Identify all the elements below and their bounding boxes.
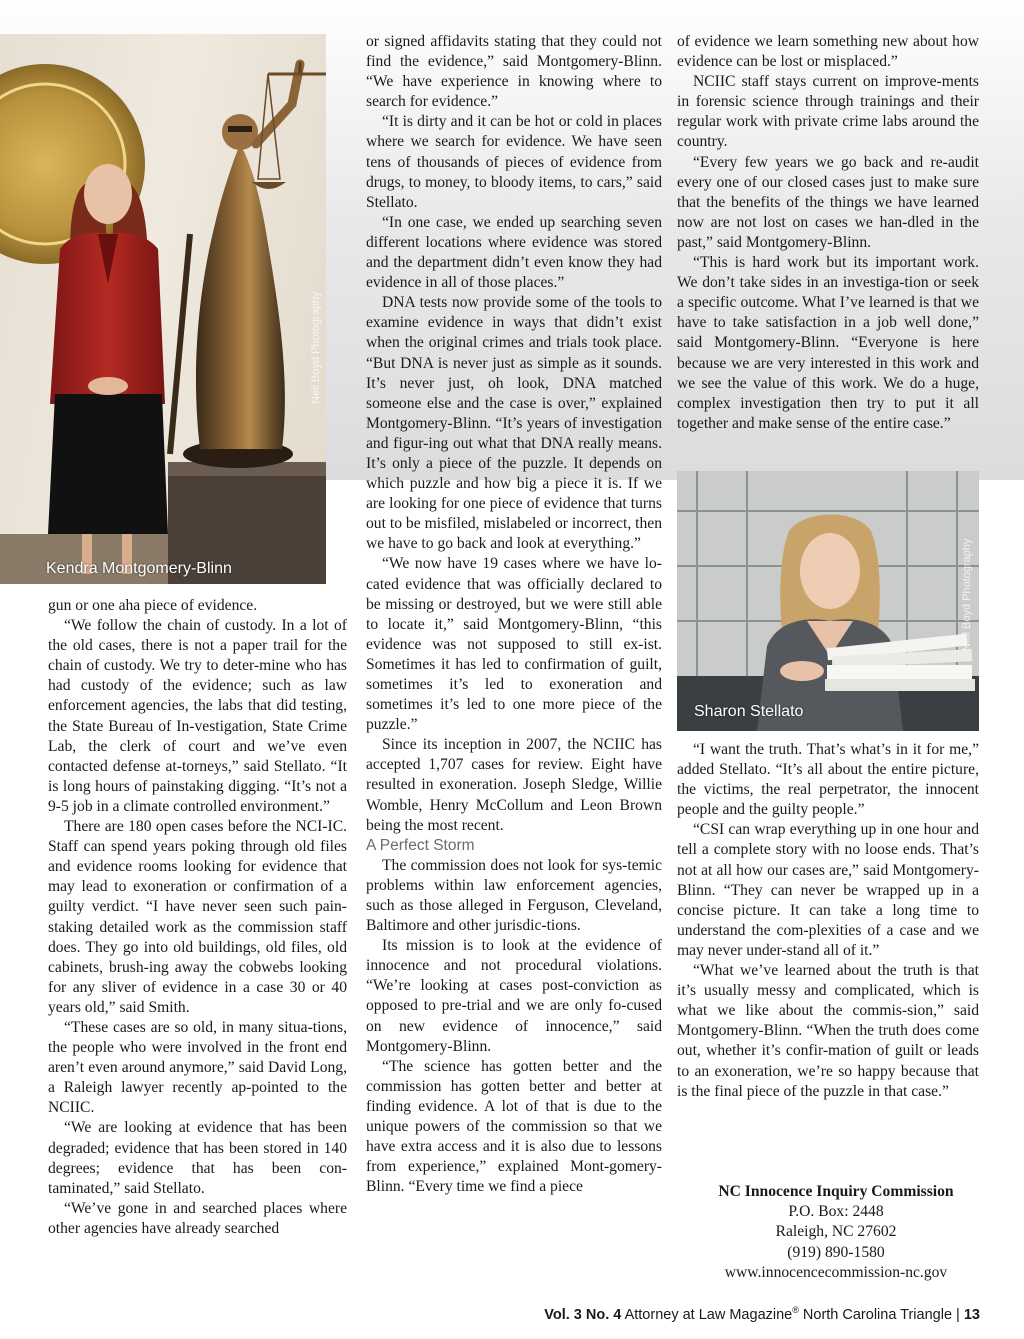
article-paragraph: “It is dirty and it can be hot or cold in places where we search for evidence. We have seen tens of thousands of pieces of evidence from drugs, to money, to bloody items, to cars,” said Stellato. <box>366 113 662 211</box>
article-paragraph: “In one case, we ended up searching seven different locations where evidence was stored and the department didn’t even know they had evidence in all of those places.” <box>366 213 662 292</box>
article-paragraph: “We’ve gone in and searched places where other agencies have already searched <box>48 1199 347 1237</box>
article-paragraph: “What we’ve learned about the truth is that it’s usually messy and complicated, which is what we like about the commis-sion,” said Montgomery-Blinn. “When the truth does come out, whether it’s confir-mation of guilt or leads to an exoneration, we’re so happy because that is the final piece of the puzzle in that case.” <box>677 962 979 1100</box>
article-paragraph: NCIIC staff stays current on improve-ments in forensic science through trainings and their regular work with private crime labs around the country. <box>677 73 979 151</box>
city-state-zip: Raleigh, NC 27602 <box>775 1223 897 1241</box>
organization-name: NC Innocence Inquiry Commission <box>718 1183 954 1200</box>
article-column-3-top <box>677 32 979 434</box>
photo-illustration <box>0 34 326 584</box>
page-number: 13 <box>963 1306 980 1323</box>
photo-illustration <box>677 471 979 731</box>
photo-credit-right: Neil Boyd Photography <box>961 538 973 651</box>
article-column-1 <box>48 596 347 1239</box>
page-footer <box>544 1305 980 1323</box>
volume-issue: Vol. 3 No. 4 <box>544 1306 622 1323</box>
article-column-3-bottom <box>677 740 979 1102</box>
article-paragraph: gun or one aha piece of evidence. <box>48 597 258 614</box>
photo-caption-left: Kendra Montgomery-Blinn <box>46 560 232 577</box>
photo-credit-left: Neil Boyd Photography <box>310 291 322 404</box>
section-heading: A Perfect Storm <box>366 836 475 854</box>
article-paragraph: or signed affidavits stating that they could not find the evidence,” said Montgomery-Blinn. “We have experience in knowing where to search for evidence.” <box>366 33 662 111</box>
po-box: P.O. Box: 2448 <box>788 1203 884 1221</box>
article-paragraph: Its mission is to look at the evidence of innocence and not procedural violations. “We’re looking at cases post-conviction as opposed to pre-trial and we are only fo-cused on new evidence of innocence,” said Montgomery-Blinn. <box>366 937 662 1055</box>
photo-caption-right: Sharon Stellato <box>694 703 804 720</box>
article-paragraph: “These cases are so old, in many situa-tions, the people who were involved in the front end aren’t even around anymore,” said David Long, a Raleigh lawyer recently ap-pointed to the NCIIC. <box>48 1018 347 1117</box>
registered-mark: ® <box>792 1305 799 1315</box>
article-paragraph: There are 180 open cases before the NCI-IC. Staff can spend years poking through old files and evidence rooms looking for evidence that may lead to exoneration or confirmation of a guilty verdict. “I have never seen such pain-staking detailed work as the commission staff does. They go into old buildings, old files, old cabinets, brush-ing away the cobwebs looking for any sliver of evidence in a case 30 or 40 years old,” said Smith. <box>48 818 347 1016</box>
article-paragraph: of evidence we learn something new about how evidence can be lost or misplaced.” <box>677 33 979 71</box>
article-column-2 <box>366 32 662 1197</box>
article-paragraph: Since its inception in 2007, the NCIIC has accepted 1,707 cases for review. Eight have resulted in exoneration. Joseph Sledge, Willie Womble, Henry McCollum and Leon Brown being the most recent. <box>366 736 662 834</box>
article-paragraph: “CSI can wrap everything up in one hour and tell a complete story with no loose ends. That’s not at all how our cases are,” said Montgomery-Blinn. “They can never be wrapped up in a concise picture. It can take a long time to understand the com-plexities of a case and we may never under-stand all of it.” <box>677 821 979 959</box>
photo-sharon-stellato <box>677 471 979 731</box>
article-paragraph: DNA tests now provide some of the tools to examine evidence in ways that didn’t exist when the original crimes and trials took place. “But DNA is never just as simple as it sounds. It’s never just, oh look, DNA matched someone else and the case is over,” explained Montgomery-Blinn. “It’s years of investigation and figur-ing out what that DNA really means. It’s only a piece of the puzzle. It depends on which puzzle and how big a piece it is. If we are looking for one piece of evidence that turns out to be misfiled, mislabeled or incorrect, then we have to go back and look at everything.” <box>366 294 662 553</box>
magazine-edition: North Carolina Triangle <box>802 1306 953 1323</box>
article-paragraph: “I want the truth. That’s what’s in it for me,” added Stellato. “It’s all about the entire picture, the victims, the real perpetrator, the innocent people and the guilty people.” <box>677 741 979 819</box>
article-paragraph: “Every few years we go back and re-audit every one of our closed cases just to make sure that the benefits of the things we have learned now are not lost on cases we han-dled in the past,” said Montgomery-Blinn. <box>677 153 979 251</box>
article-paragraph: The commission does not look for sys-temic problems within law enforcement agencies, such as those alleged in Ferguson, Cleveland, Baltimore and other jurisdic-tions. <box>366 856 662 935</box>
article-paragraph: “The science has gotten better and the commission has gotten better and better at finding evidence. A lot of that is due to the unique powers of the commission so that we have extra access and it is also due to lessons from experience,” explained Mont-gomery-Blinn. “Every time we find a piece <box>366 1057 662 1196</box>
article-paragraph: “We are looking at evidence that has been degraded; evidence that has been stored in 140 degrees; evidence that has been con-taminated,” said Stellato. <box>48 1119 347 1197</box>
phone-number: (919) 890-1580 <box>787 1243 885 1261</box>
contact-block <box>677 1182 995 1283</box>
article-paragraph: “This is hard work but its important work. We don’t take sides in an investiga-tion or seek a specific outcome. What I’ve learned is that we have to take satisfaction in a job well done,” said Montgomery-Blinn. “Everyone is here because we are very interested in this work and we see the value of this work. We do a huge, complex investigation then try to put it all together and make sense of the entire case.” <box>677 254 979 432</box>
article-paragraph: “We now have 19 cases where we have lo-cated evidence that was officially declared to be missing or destroyed, but we were still able to locate it,” said Montgomery-Blinn, “this evidence was not supposed to still ex-ist. Sometimes it has led to confirmation of guilt, sometimes it’s led to exoneration and sometimes it’s led to one more piece of the puzzle.” <box>366 555 662 734</box>
footer-separator: | <box>956 1306 960 1323</box>
magazine-name: Attorney at Law Magazine <box>624 1306 793 1323</box>
website-link[interactable]: www.innocencecommission-nc.gov <box>724 1263 948 1281</box>
article-paragraph: “We follow the chain of custody. In a lot of the old cases, there is not a paper trail for the chain of custody. We try to deter-mine who has had custody of the evidence; such as law enforcement agencies, the labs that did testing, the State Bureau of In-vestigation, State Crime Lab, the clerk of court and we’ve even contacted defense at-torneys,” said Stellato. “It is long hours of painstaking digging. “It’s not a 9-5 job in a climate controlled environment.” <box>48 617 347 815</box>
photo-kendra-montgomery-blinn <box>0 34 326 584</box>
